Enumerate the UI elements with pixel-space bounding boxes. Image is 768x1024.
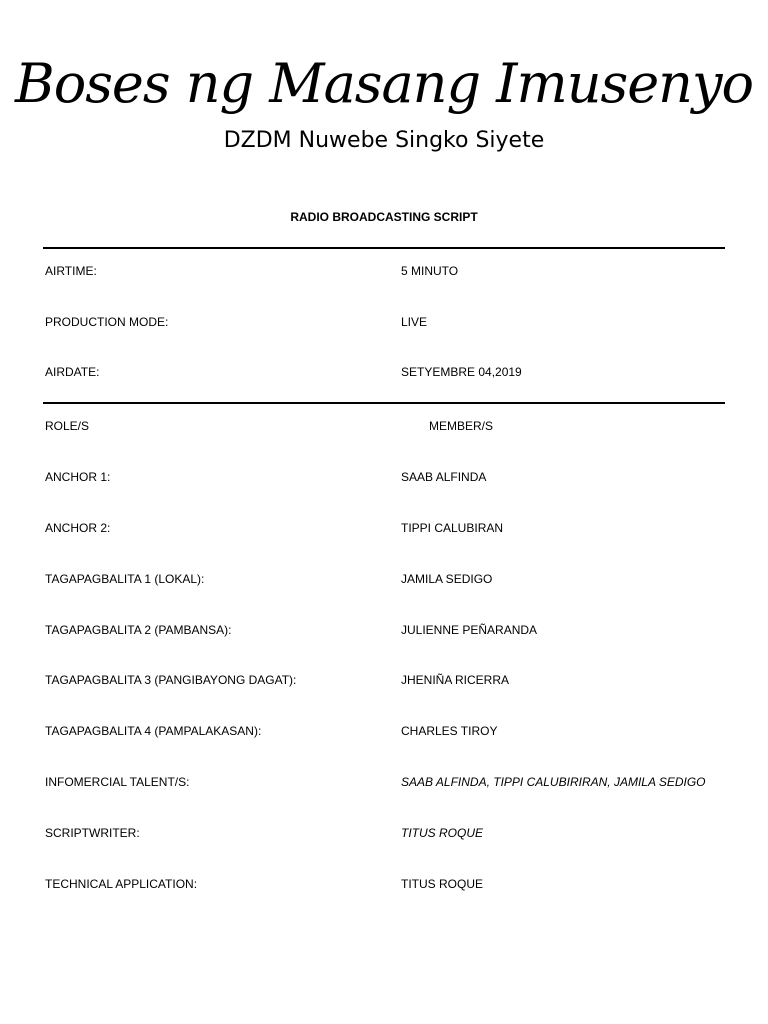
roster-role: ANCHOR 1: [45, 470, 111, 484]
detail-label: PRODUCTION MODE: [45, 315, 169, 329]
roster-member: SAAB ALFINDA, TIPPI CALUBIRIRAN, JAMILA SEDIGO [401, 775, 706, 789]
station-subtitle: DZDM Nuwebe Singko Siyete [223, 128, 545, 153]
details-row-airtime [0, 262, 768, 280]
script-heading: RADIO BROADCASTING SCRIPT [290, 210, 478, 224]
roster-role: ANCHOR 2: [45, 521, 111, 535]
roster-header-member: MEMBER/S [429, 419, 494, 433]
roster-row-tagapagbalita-4 [0, 722, 768, 740]
roster-role: TAGAPAGBALITA 2 (PAMBANSA): [45, 623, 232, 637]
roster-role: TAGAPAGBALITA 3 (PANGIBAYONG DAGAT): [45, 673, 297, 687]
roster-row-tagapagbalita-3 [0, 671, 768, 689]
details-row-production-mode [0, 313, 768, 331]
detail-value: SETYEMBRE 04,2019 [401, 365, 522, 379]
detail-value: LIVE [401, 315, 428, 329]
roster-header-role: ROLE/S [45, 419, 90, 433]
roster-row-scriptwriter [0, 824, 768, 842]
roster-member: JAMILA SEDIGO [401, 572, 493, 586]
document-title: Boses ng Masang Imusenyo [15, 52, 753, 115]
roster-member: JULIENNE PEÑARANDA [401, 623, 538, 637]
roster-row-technical-application [0, 875, 768, 893]
roster-row-anchor-2 [0, 519, 768, 537]
roster-row-tagapagbalita-2 [0, 621, 768, 639]
roster-role: INFOMERCIAL TALENT/S: [45, 775, 190, 789]
detail-label: AIRTIME: [45, 264, 97, 278]
roster-member: TIPPI CALUBIRAN [401, 521, 504, 535]
detail-value: 5 MINUTO [401, 264, 459, 278]
roster-role: TECHNICAL APPLICATION: [45, 877, 198, 891]
roster-role: TAGAPAGBALITA 1 (LOKAL): [45, 572, 205, 586]
roster-member: TITUS ROQUE [401, 877, 484, 891]
roster-member: JHENIÑA RICERRA [401, 673, 510, 687]
detail-label: AIRDATE: [45, 365, 100, 379]
middle-divider [43, 402, 725, 404]
roster-member: CHARLES TIROY [401, 724, 498, 738]
roster-role: SCRIPTWRITER: [45, 826, 140, 840]
roster-row-infomercial-talents [0, 773, 768, 791]
details-row-airdate [0, 363, 768, 381]
roster-member: SAAB ALFINDA [401, 470, 487, 484]
roster-row-anchor-1 [0, 468, 768, 486]
roster-header-row [0, 417, 768, 435]
roster-role: TAGAPAGBALITA 4 (PAMPALAKASAN): [45, 724, 262, 738]
top-divider [43, 247, 725, 249]
roster-row-tagapagbalita-1 [0, 570, 768, 588]
roster-member: TITUS ROQUE [401, 826, 484, 840]
